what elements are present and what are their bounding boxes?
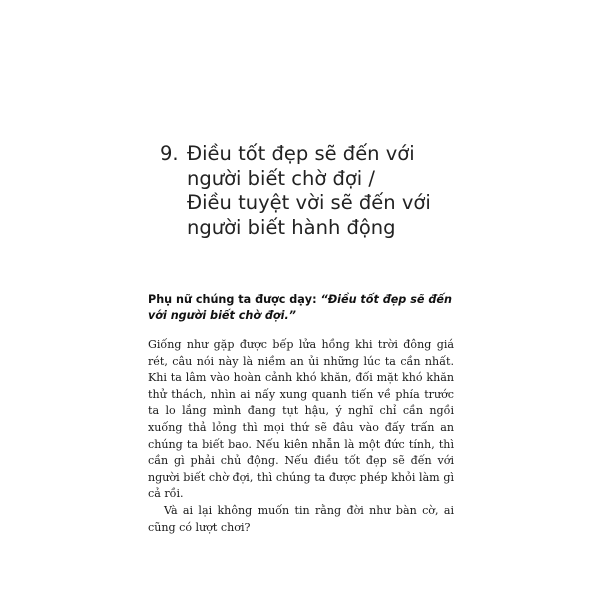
chapter-number: 9. <box>160 142 179 165</box>
body-text <box>148 337 454 536</box>
body-paragraph-2: Và ai lại không muốn tin rằng đời như bàn cờ, ai cũng có lượt chơi? <box>148 503 454 534</box>
lead-intro: Phụ nữ chúng ta được dạy: <box>148 293 321 306</box>
chapter-title: Điều tốt đẹp sẽ đến với người biết chờ đợi / Điều tuyệt vời sẽ đến với người biết hành động <box>187 142 431 239</box>
lead-sentence <box>148 292 458 324</box>
chapter-heading <box>160 142 460 240</box>
body-paragraph-1: Giống như gặp được bếp lửa hồng khi trời đông giá rét, câu nói này là niềm an ủi những lúc ta cần nhất. Khi ta lâm vào hoàn cảnh khó khăn, đối mặt khó khăn thử thách, nhìn ai nấy xung quanh tiến về phía trước ta lo lắng mình đang tụt hậu, ý nghĩ chỉ cần ngồi xuống thả lỏng thì mọi thứ sẽ đâu vào đấy trấn an chúng ta biết bao. Nếu kiên nhẫn là một đức tính, thì cần gì phải chủ động. Nếu điều tốt đẹp sẽ đến với người biết chờ đợi, thì chúng ta được phép khỏi làm gì cả rồi. <box>148 338 454 501</box>
lead-quote: “Điều tốt đẹp sẽ đến với người biết chờ đợi.” <box>148 293 452 322</box>
